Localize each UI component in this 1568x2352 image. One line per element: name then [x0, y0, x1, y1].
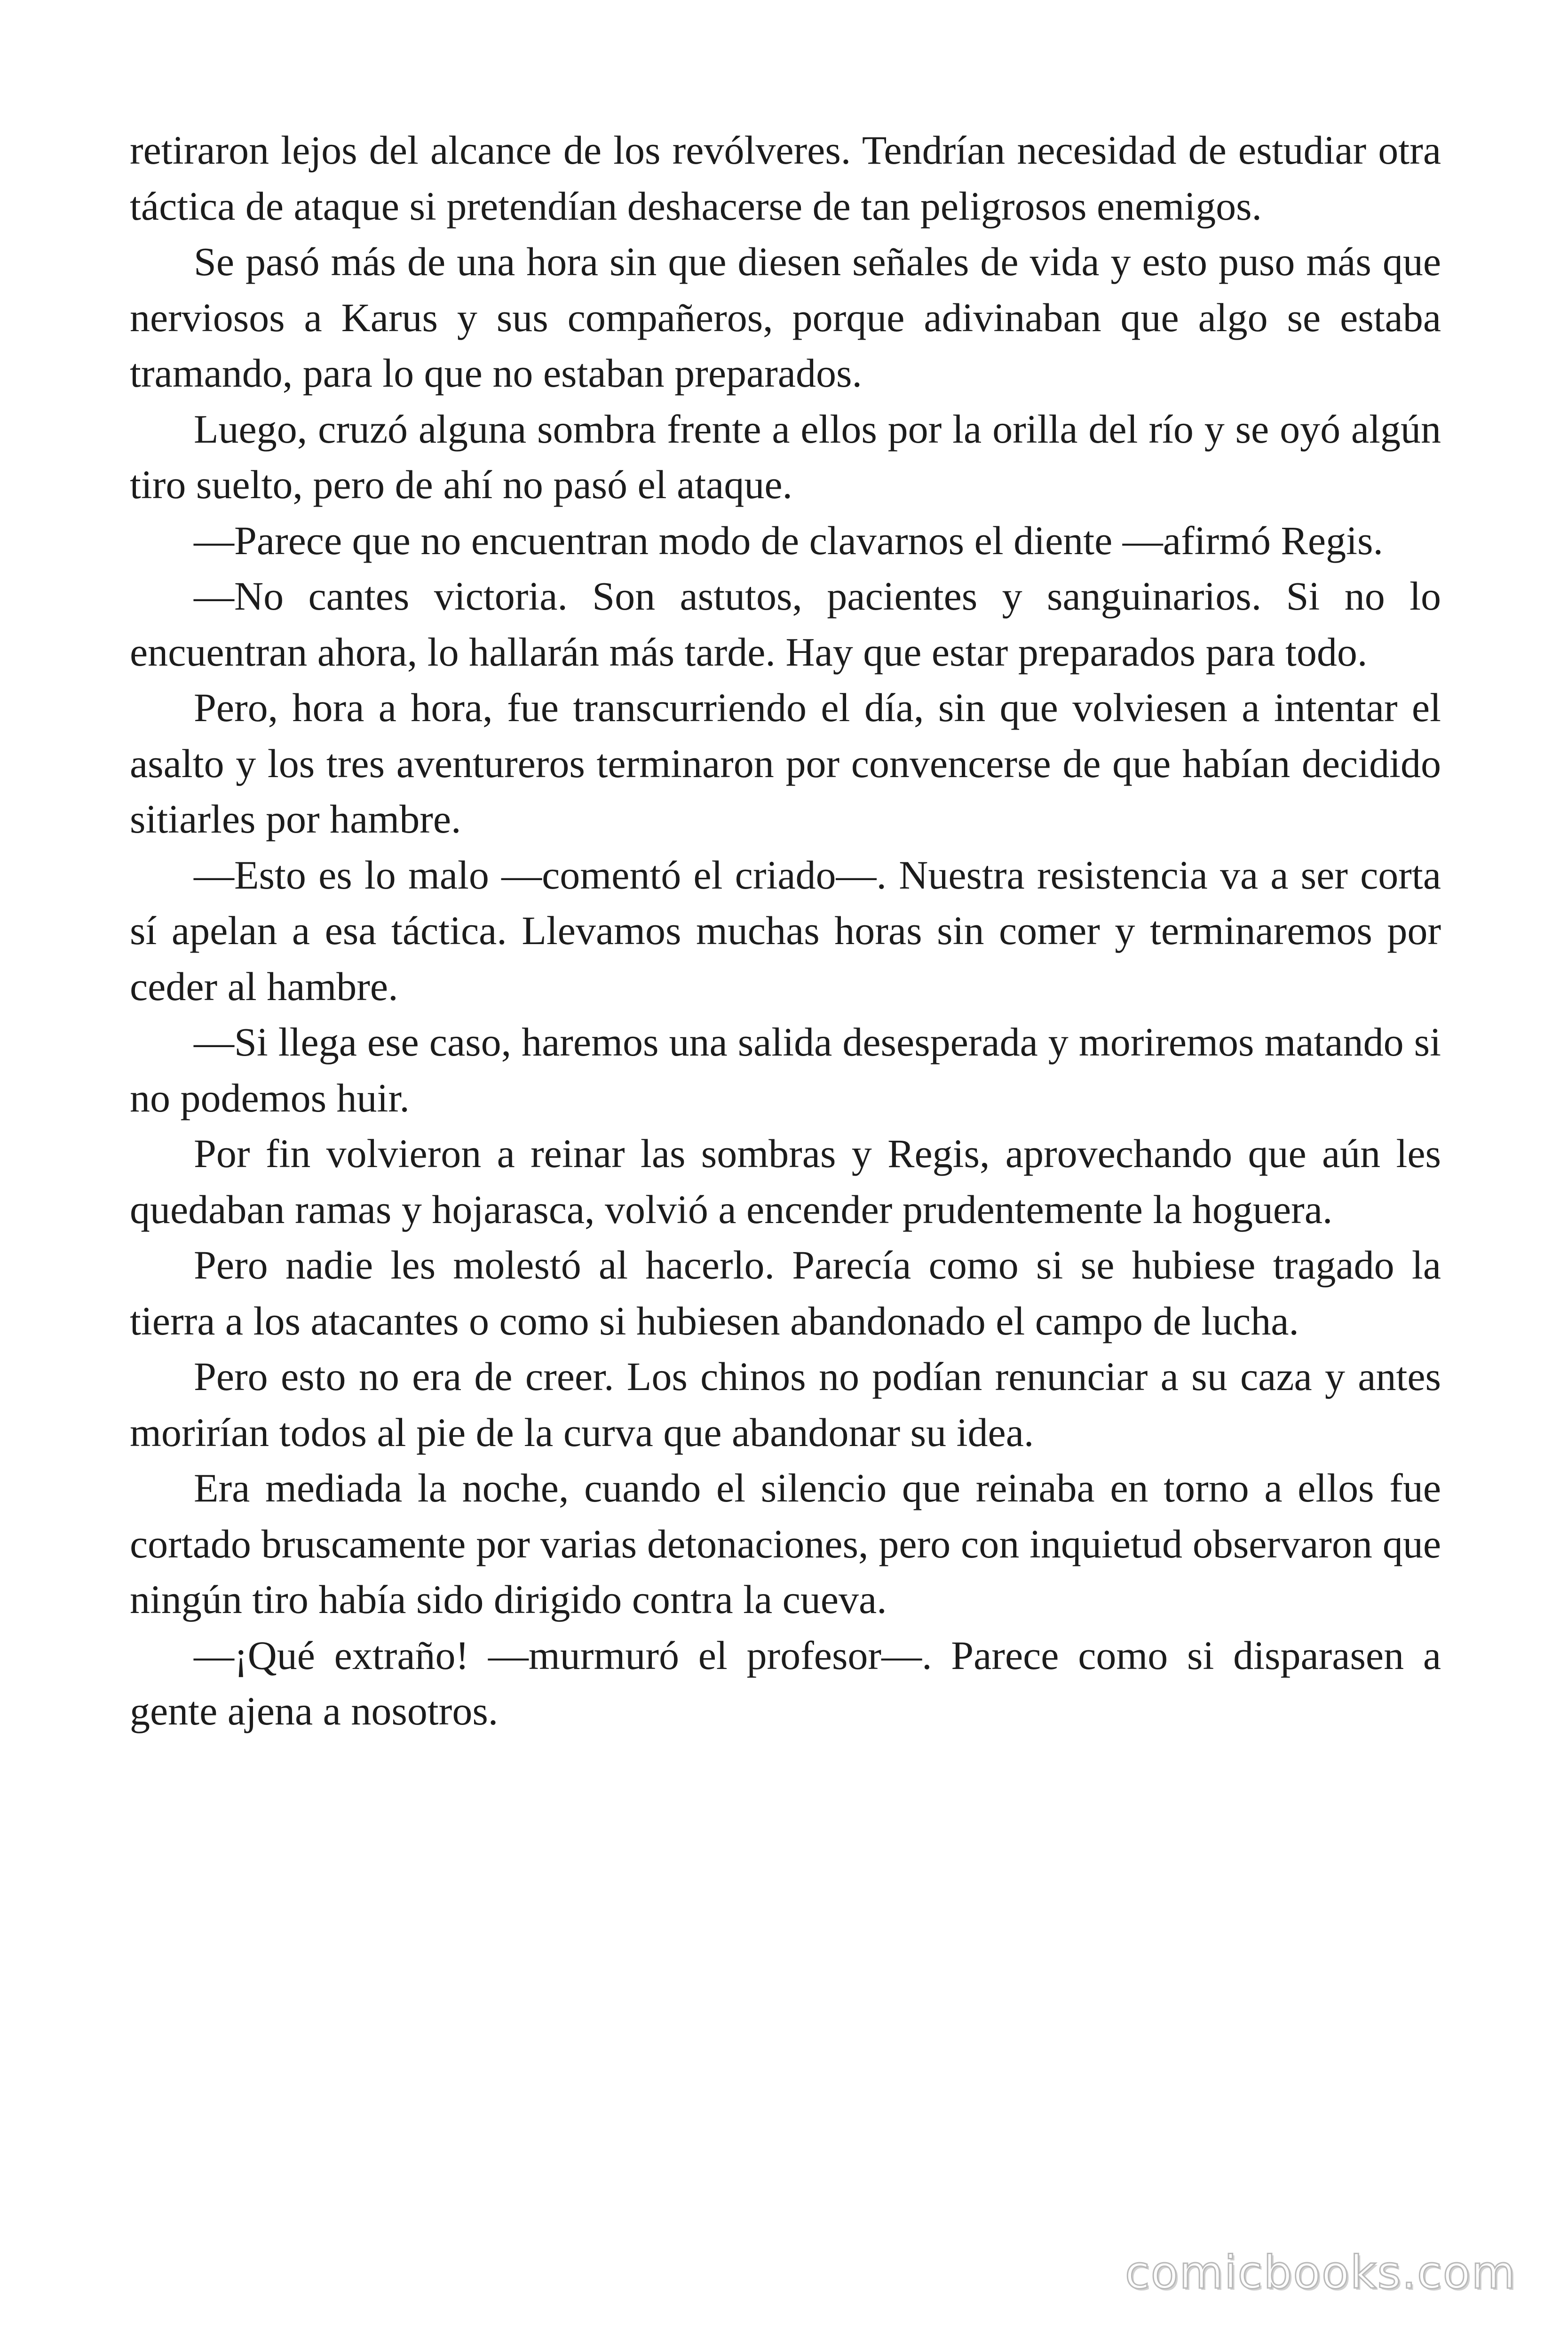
- page-body: [130, 122, 1441, 1739]
- paragraph-13: —¡Qué extraño! —murmuró el profesor—. Parece como si disparasen a gente ajena a nosotros.: [130, 1632, 1441, 1733]
- paragraph-5: —No cantes victoria. Son astutos, pacientes y sanguinarios. Si no lo encuentran ahora, lo hallarán más tarde. Hay que estar preparados para todo.: [130, 573, 1441, 675]
- paragraph-10: Pero nadie les molestó al hacerlo. Parecía como si se hubiese tragado la tierra a los atacantes o como si hubiesen abandonado el campo de lucha.: [130, 1242, 1441, 1343]
- paragraph-6: Pero, hora a hora, fue transcurriendo el día, sin que volviesen a intentar el asalto y los tres aventureros terminaron por convencerse de que habían decidido sitiarles por hambre.: [130, 685, 1441, 842]
- paragraph-2: Se pasó más de una hora sin que diesen señales de vida y esto puso más que nerviosos a Karus y sus compañeros, porque adivinaban que algo se estaba tramando, para lo que no estaban preparados.: [130, 239, 1441, 396]
- watermark: comicbooks.com: [1125, 2246, 1516, 2299]
- paragraph-3: Luego, cruzó alguna sombra frente a ellos por la orilla del río y se oyó algún tiro suelto, pero de ahí no pasó el ataque.: [130, 406, 1441, 507]
- paragraph-4: —Parece que no encuentran modo de clavarnos el diente —afirmó Regis.: [194, 517, 1383, 563]
- paragraph-11: Pero esto no era de creer. Los chinos no podían renunciar a su caza y antes morirían todos al pie de la curva que abandonar su idea.: [130, 1354, 1441, 1455]
- paragraph-1: retiraron lejos del alcance de los revólveres. Tendrían necesidad de estudiar otra táctica de ataque si pretendían deshacerse de tan peligrosos enemigos.: [130, 127, 1441, 229]
- paragraph-9: Por fin volvieron a reinar las sombras y Regis, aprovechando que aún les quedaban ramas y hojarasca, volvió a encender prudentemente la hoguera.: [130, 1131, 1441, 1232]
- paragraph-8: —Si llega ese caso, haremos una salida desesperada y moriremos matando si no podemos huir.: [130, 1019, 1441, 1120]
- paragraph-12: Era mediada la noche, cuando el silencio que reinaba en torno a ellos fue cortado bruscamente por varias detonaciones, pero con inquietud observaron que ningún tiro había sido dirigido contra la cueva.: [130, 1465, 1441, 1622]
- paragraph-7: —Esto es lo malo —comentó el criado—. Nuestra resistencia va a ser corta sí apelan a esa táctica. Llevamos muchas horas sin comer y terminaremos por ceder al hambre.: [130, 852, 1441, 1009]
